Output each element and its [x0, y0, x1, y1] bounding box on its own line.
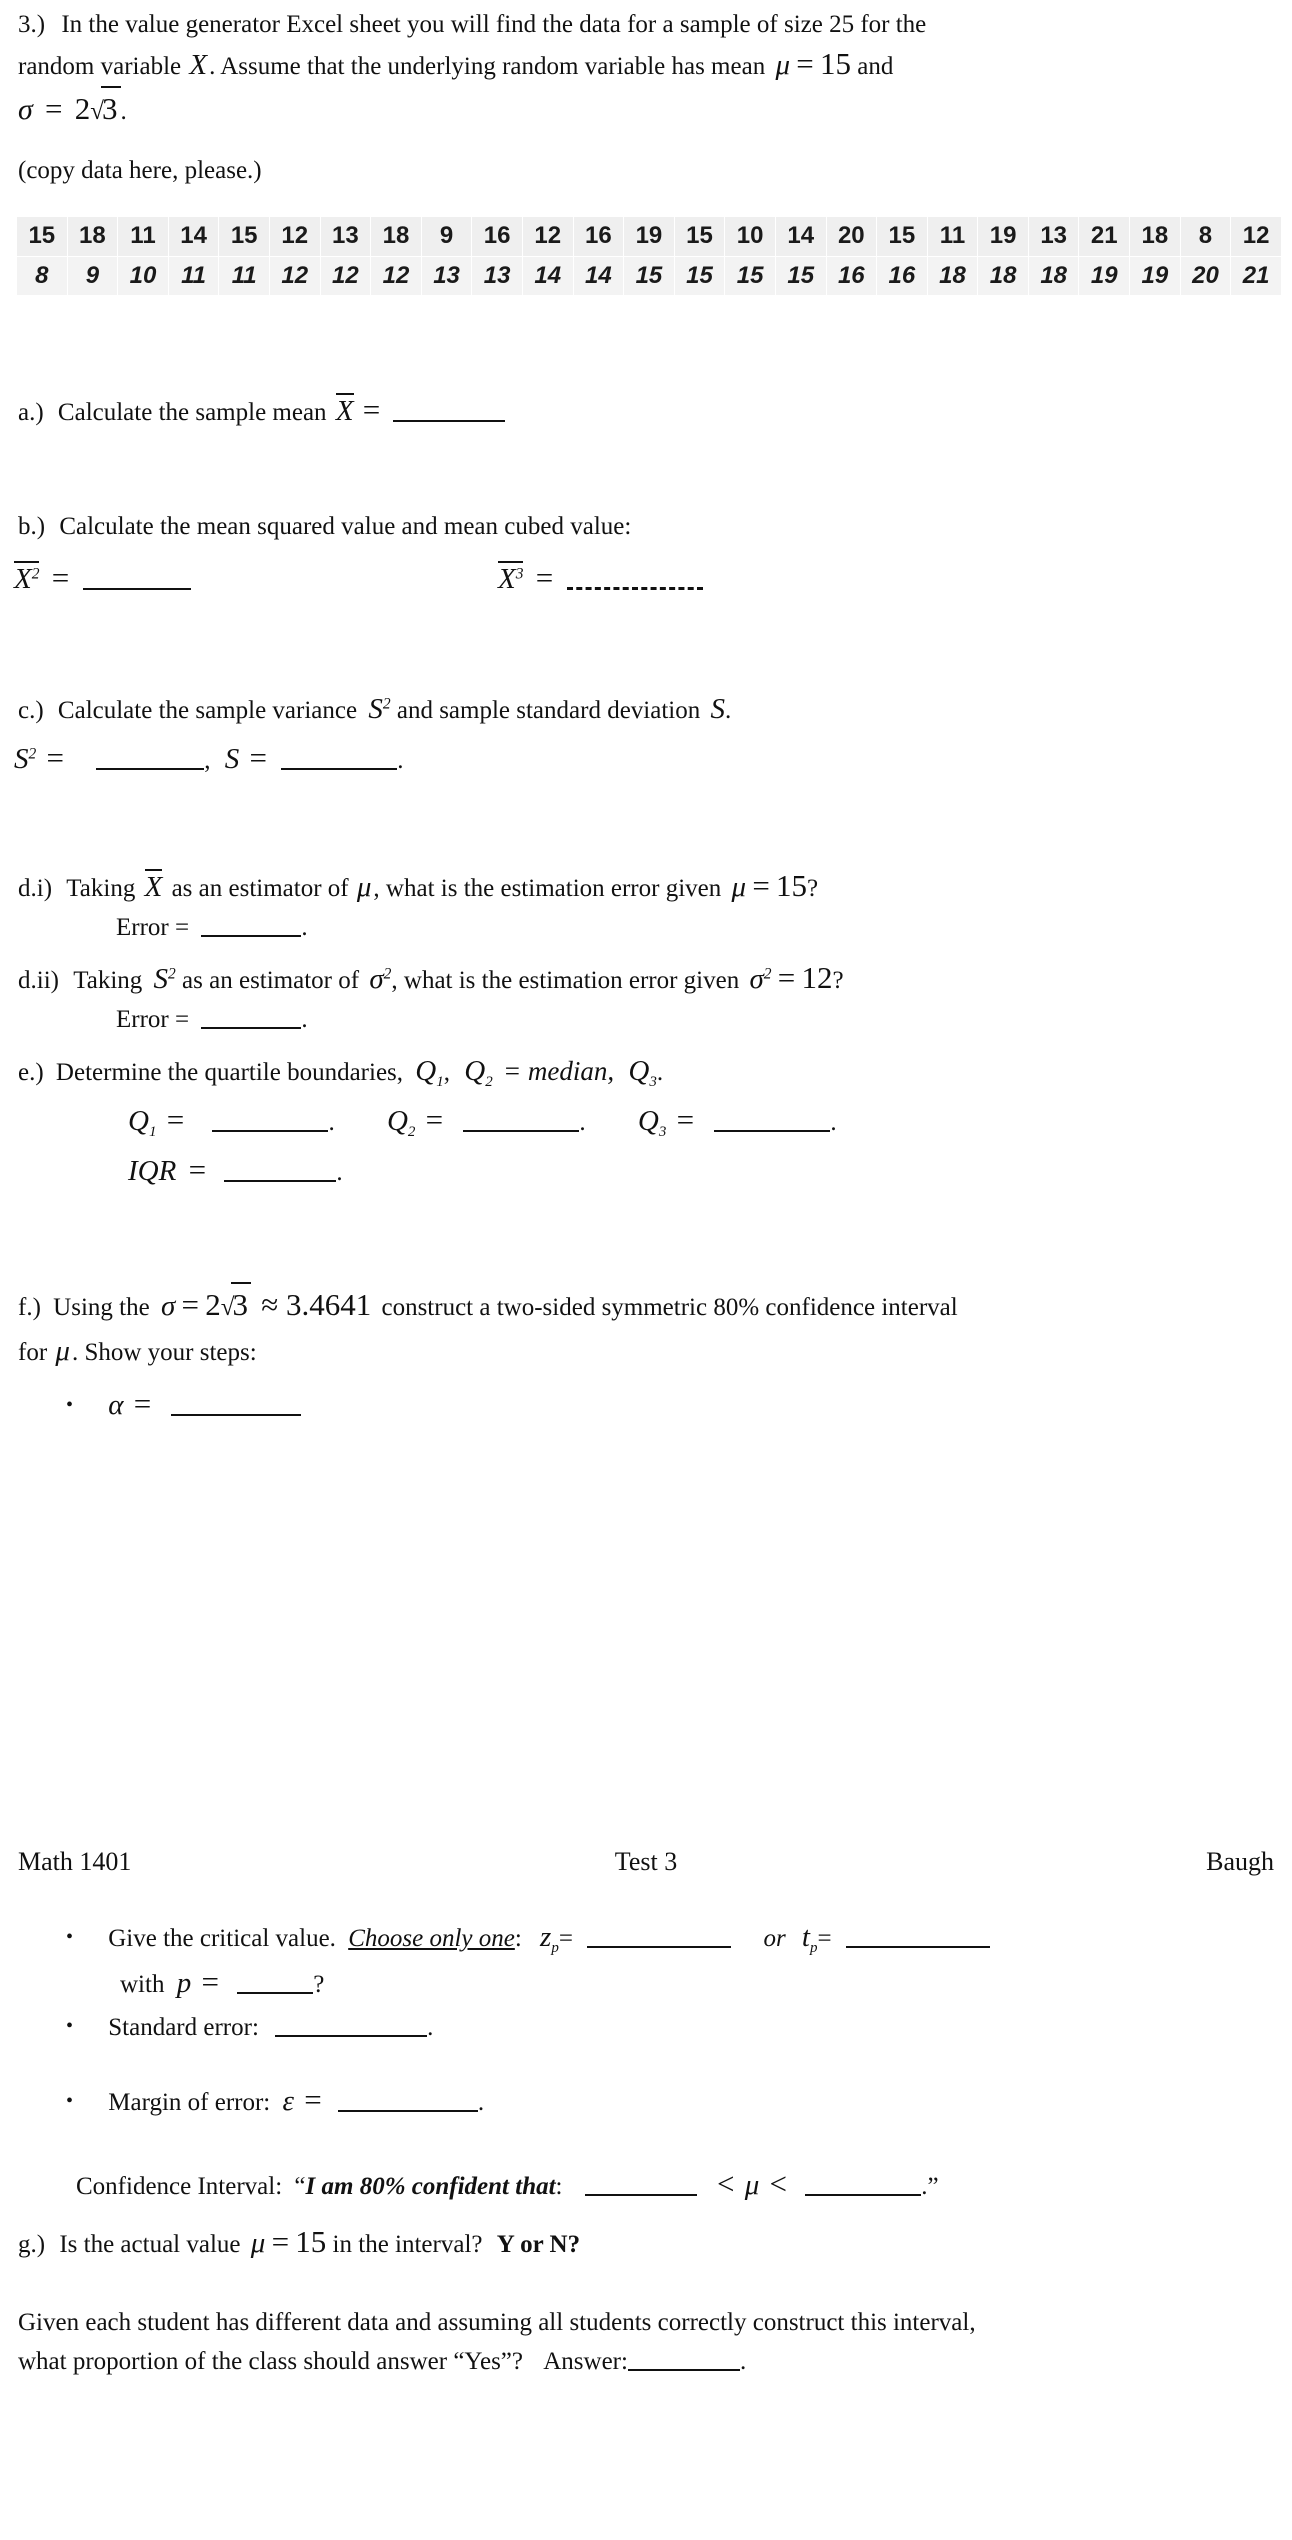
data-cell: 14 — [573, 256, 624, 296]
part-e-median-label: = median, — [502, 1056, 615, 1086]
part-di-mu2: μ — [731, 871, 747, 903]
part-dii-error-line — [116, 1002, 308, 1036]
part-c-text-a: Calculate the sample variance — [57, 697, 358, 724]
with-label: with — [120, 1971, 165, 1998]
confidence-interval-label: Confidence Interval: — [76, 2173, 283, 2200]
part-dii-sigma: σ — [369, 963, 384, 995]
part-g-mu: μ — [250, 2227, 266, 2259]
iqr-equals: = — [188, 1152, 207, 1187]
data-cell: 9 — [67, 256, 118, 296]
part-di-text-a: Taking — [66, 875, 136, 902]
part-di-text-b: as an estimator of — [171, 875, 349, 902]
variance-answer-symbol: S — [14, 743, 29, 775]
epsilon-symbol: ε — [282, 2085, 294, 2117]
part-dii — [18, 958, 1288, 999]
part-di-mu: μ — [356, 871, 372, 903]
part-f-radicand: 3 — [231, 1282, 251, 1326]
data-cell: 15 — [725, 256, 776, 296]
data-cell: 20 — [826, 217, 877, 257]
part-di-text-c: , what is the estimation error given — [373, 875, 722, 902]
part-e-iqr-line — [128, 1150, 343, 1191]
less-than-2: < — [769, 2166, 788, 2201]
q3-equals: = — [676, 1102, 695, 1137]
t-subscript: p — [809, 1940, 818, 1956]
data-cell: 13 — [472, 256, 523, 296]
sigma-equals: = — [45, 91, 63, 126]
mean-cubed-exponent: 3 — [515, 565, 524, 583]
ci-mu: μ — [744, 2169, 760, 2201]
data-cell: 11 — [219, 256, 270, 296]
sd-answer-symbol: S — [224, 743, 240, 775]
data-cell: 19 — [1130, 256, 1181, 296]
part-e-q2: Q — [464, 1055, 486, 1087]
closing-answer-label: Answer: — [543, 2348, 628, 2375]
data-grid — [16, 216, 1282, 296]
mu-value: 15 — [820, 46, 851, 81]
part-a — [18, 390, 505, 431]
part-f-line2 — [18, 1332, 257, 1370]
part-c-text-c: . — [724, 697, 732, 724]
margin-of-error-label: Margin of error: — [108, 2089, 271, 2116]
data-cell: 18 — [371, 217, 422, 257]
part-dii-error-period: . — [301, 1006, 308, 1033]
data-cell: 12 — [1231, 217, 1282, 257]
epsilon-equals: = — [304, 2082, 322, 2117]
part-b-equals-3: = — [535, 560, 554, 595]
data-cell: 19 — [624, 217, 675, 257]
part-di-error-label: Error = — [116, 914, 190, 941]
part-c-variance-blank[interactable] — [96, 743, 204, 770]
p-equals: = — [201, 1964, 219, 1999]
data-cell: 21 — [1231, 256, 1282, 296]
or-label: or — [763, 1925, 786, 1952]
variance-equals: = — [46, 740, 64, 775]
part-dii-s-exponent: 2 — [168, 965, 176, 983]
data-cell: 14 — [522, 256, 573, 296]
problem-intro-line2 — [18, 44, 1288, 85]
alpha-blank[interactable] — [171, 1389, 301, 1416]
q3-period: . — [830, 1109, 837, 1136]
margin-of-error-period: . — [477, 2089, 485, 2116]
sigma-coefficient: 2 — [74, 91, 91, 126]
data-cell: 11 — [927, 217, 978, 257]
part-dii-value: 12 — [801, 960, 833, 995]
copy-data-note — [18, 154, 262, 187]
data-cell: 9 — [421, 217, 472, 257]
q3-symbol: Q — [637, 1105, 659, 1137]
closing-answer-blank[interactable] — [628, 2344, 740, 2371]
p-question-mark: ? — [313, 1971, 325, 1998]
part-g-equals: = — [271, 2224, 290, 2259]
q2-symbol: Q — [386, 1105, 408, 1137]
ci-upper-blank[interactable] — [805, 2169, 921, 2196]
part-dii-text-c: , what is the estimation error given — [391, 967, 740, 994]
data-cell: 11 — [118, 217, 169, 257]
copy-data-note-text: (copy data here, please.) — [18, 157, 262, 184]
critical-value-p-line — [120, 1962, 324, 2003]
part-e-q3: Q — [628, 1055, 650, 1087]
part-e-q2-sub: 2 — [485, 1074, 493, 1090]
data-cell: 18 — [978, 256, 1029, 296]
quote-open: “ — [294, 2173, 306, 2200]
problem-intro — [18, 8, 1278, 41]
equals-sign: = — [796, 46, 814, 81]
bullet-icon: • — [66, 1926, 74, 1948]
data-cell: 21 — [1079, 217, 1130, 257]
data-cell: 18 — [1028, 256, 1079, 296]
data-cell: 14 — [168, 217, 219, 257]
closing-text-line2: what proportion of the class should answer “Yes”? — [18, 2348, 523, 2375]
part-f-sigma: σ — [160, 1290, 176, 1322]
data-cell: 15 — [877, 217, 928, 257]
part-f-radical — [205, 1282, 251, 1326]
data-cell: 16 — [472, 217, 523, 257]
part-dii-error-blank[interactable] — [201, 1002, 301, 1029]
q2-subscript: 2 — [407, 1124, 416, 1140]
part-dii-equals: = — [777, 960, 796, 995]
part-f-mu: μ — [55, 1335, 70, 1367]
standard-error-period: . — [427, 2014, 434, 2041]
data-cell: 13 — [320, 217, 371, 257]
ci-lower-blank[interactable] — [585, 2169, 697, 2196]
ci-close-quote: .” — [921, 2173, 939, 2200]
part-dii-text-a: Taking — [73, 967, 143, 994]
part-dii-question-mark: ? — [832, 967, 844, 994]
iqr-symbol: IQR — [128, 1155, 177, 1187]
z-subscript: p — [551, 1940, 559, 1956]
z-symbol: z — [540, 1921, 552, 1953]
standard-error-blank[interactable] — [275, 2010, 427, 2037]
part-e-q1: Q — [415, 1055, 437, 1087]
part-g-value: 15 — [295, 2224, 327, 2259]
problem-intro-line1: In the value generator Excel sheet you will find the data for a sample of size 25 for the — [61, 11, 927, 38]
part-g — [18, 2222, 1288, 2263]
q2-equals: = — [425, 1102, 444, 1137]
part-f-alpha-line — [66, 1384, 301, 1425]
data-cell: 13 — [421, 256, 472, 296]
data-cell: 8 — [1180, 217, 1231, 257]
part-b-x3-blank[interactable] — [567, 562, 703, 590]
running-header-instructor: Baugh — [1206, 1847, 1274, 1876]
q1-equals: = — [166, 1102, 185, 1137]
part-g-label: g.) — [18, 2231, 46, 2258]
data-cell: 15 — [624, 256, 675, 296]
part-c-text-b: and sample standard deviation — [396, 697, 701, 724]
part-g-text-b: in the interval? — [332, 2231, 483, 2258]
part-di-equals: = — [752, 868, 770, 903]
standard-error-label: Standard error: — [108, 2014, 259, 2041]
part-di-mu-value: 15 — [776, 868, 808, 903]
p-symbol: p — [176, 1967, 192, 1999]
part-c-comma: , — [204, 747, 211, 774]
q1-subscript: 1 — [148, 1124, 157, 1140]
part-e-quartile-line — [128, 1100, 837, 1143]
sample-mean-symbol: X — [335, 395, 354, 427]
bullet-icon: • — [66, 2090, 74, 2112]
data-cell: 15 — [17, 217, 68, 257]
part-dii-label: d.ii) — [18, 967, 59, 994]
mean-cubed-var: X — [498, 563, 516, 595]
part-b-text: Calculate the mean squared value and mean cubed value: — [59, 513, 632, 540]
part-e-q3-sub: 3 — [649, 1074, 657, 1090]
part-dii-text-b: as an estimator of — [182, 967, 360, 994]
part-a-label: a.) — [18, 399, 44, 426]
part-dii-sigma-exponent: 2 — [383, 965, 392, 983]
data-cell: 15 — [674, 256, 725, 296]
q3-blank[interactable] — [714, 1105, 830, 1132]
data-cell: 13 — [1028, 217, 1079, 257]
iqr-period: . — [336, 1159, 343, 1186]
part-e — [18, 1052, 1288, 1093]
mean-squared-exponent: 2 — [31, 565, 40, 583]
choose-only-one-label: Choose only one — [348, 1925, 515, 1952]
data-cell: 11 — [168, 256, 219, 296]
mean-squared-var: X — [14, 563, 32, 595]
part-f-text-a: Using the — [53, 1294, 150, 1321]
t-symbol: t — [801, 1921, 810, 1953]
table-row-raw — [17, 217, 1282, 257]
part-f-equals: = — [181, 1287, 199, 1322]
alpha-equals: = — [133, 1386, 152, 1421]
critical-value-text: Give the critical value. — [108, 1925, 336, 1952]
part-e-label: e.) — [18, 1059, 44, 1086]
part-dii-sigma2: σ — [749, 963, 764, 995]
part-a-equals: = — [362, 392, 381, 427]
intro-text-b: . Assume that the underlying random variable has mean — [209, 53, 766, 80]
part-e-period: . — [656, 1059, 664, 1086]
confidence-statement: I am 80% confident that — [305, 2173, 556, 2200]
part-f-text-d: . Show your steps: — [71, 1339, 257, 1366]
part-e-text: Determine the quartile boundaries, — [55, 1059, 404, 1086]
sample-variance-symbol: S — [368, 693, 383, 725]
part-di-question-mark: ? — [807, 875, 819, 902]
part-dii-sigma2-exponent: 2 — [763, 965, 772, 983]
q1-blank[interactable] — [212, 1105, 328, 1132]
bullet-icon: • — [66, 1394, 74, 1416]
confidence-interval-line — [76, 2164, 1286, 2205]
sigma-definition — [18, 86, 127, 130]
part-f-label: f.) — [18, 1294, 41, 1321]
part-f-approx-value: ≈ 3.4641 — [261, 1287, 372, 1322]
p-value-blank[interactable] — [237, 1967, 313, 1994]
part-dii-error-label: Error = — [116, 1006, 190, 1033]
data-cell: 18 — [1130, 217, 1181, 257]
data-cell: 16 — [877, 256, 928, 296]
mu-symbol: μ — [775, 49, 791, 81]
data-cell: 12 — [269, 217, 320, 257]
part-g-closing-line2 — [18, 2344, 1288, 2378]
part-b-x2-line — [14, 558, 191, 599]
margin-of-error-bullet — [66, 2080, 484, 2121]
data-cell: 8 — [17, 256, 68, 296]
data-cell: 15 — [674, 217, 725, 257]
part-di — [18, 866, 1288, 907]
data-cell: 18 — [927, 256, 978, 296]
part-f-coefficient: 2 — [205, 1287, 221, 1322]
part-b-label: b.) — [18, 513, 46, 540]
confidence-colon: : — [555, 2173, 563, 2200]
q2-blank[interactable] — [463, 1105, 579, 1132]
part-c-sd-blank[interactable] — [281, 743, 397, 770]
sample-data-table — [16, 216, 1284, 296]
data-cell: 14 — [775, 217, 826, 257]
q2-period: . — [579, 1109, 586, 1136]
alpha-symbol: α — [108, 1389, 124, 1421]
less-than-1: < — [717, 2166, 735, 2201]
z-critical-blank[interactable] — [587, 1921, 731, 1948]
z-equals: = — [558, 1925, 573, 1952]
variance-answer-exponent: 2 — [28, 745, 37, 763]
data-cell: 12 — [269, 256, 320, 296]
iqr-blank[interactable] — [224, 1155, 336, 1182]
part-e-q1-sub: 1 — [436, 1074, 444, 1090]
part-di-error-line — [116, 910, 308, 944]
bullet-icon: • — [66, 2015, 74, 2037]
part-di-error-blank[interactable] — [201, 910, 301, 937]
running-header-test: Test 3 — [614, 1847, 678, 1876]
sigma-period: . — [120, 98, 127, 125]
data-cell: 15 — [775, 256, 826, 296]
standard-error-bullet — [66, 2010, 433, 2044]
data-cell: 12 — [371, 256, 422, 296]
q1-period: . — [328, 1109, 335, 1136]
q1-symbol: Q — [128, 1105, 149, 1137]
data-cell: 15 — [219, 217, 270, 257]
part-f-radical-sign: √ — [220, 1294, 235, 1321]
sample-sd-symbol: S — [710, 693, 725, 725]
part-b — [18, 510, 631, 543]
part-di-xbar: X — [144, 871, 163, 903]
data-cell: 19 — [978, 217, 1029, 257]
data-cell: 12 — [522, 217, 573, 257]
part-g-text-a: Is the actual value — [59, 2231, 241, 2258]
sample-variance-exponent: 2 — [382, 695, 391, 713]
closing-text-line1: Given each student has different data and assuming all students correctly construct this interval, — [18, 2309, 976, 2336]
part-g-yes-no: Y or N? — [496, 2231, 581, 2258]
data-cell: 19 — [1079, 256, 1130, 296]
part-f-line1 — [18, 1282, 1292, 1326]
part-di-error-period: . — [301, 914, 308, 941]
margin-of-error-blank[interactable] — [338, 2085, 478, 2112]
part-g-closing-line1 — [18, 2306, 1288, 2339]
intro-text-c: and — [857, 53, 894, 80]
part-b-x3-line — [498, 558, 703, 599]
sigma-symbol: σ — [18, 93, 33, 126]
part-di-label: d.i) — [18, 875, 53, 902]
part-a-text: Calculate the sample mean — [57, 399, 327, 426]
problem-number: 3.) — [18, 11, 46, 38]
part-c — [18, 690, 731, 728]
sigma-radical — [75, 86, 121, 130]
running-header-course: Math 1401 — [18, 1847, 132, 1876]
part-c-answer-line — [14, 738, 403, 779]
table-row-sorted — [17, 256, 1282, 296]
data-cell: 12 — [320, 256, 371, 296]
part-b-equals-2: = — [51, 560, 70, 595]
t-equals: = — [817, 1925, 832, 1952]
part-c-period: . — [397, 747, 404, 774]
data-cell: 10 — [118, 256, 169, 296]
t-critical-blank[interactable] — [846, 1921, 990, 1948]
radical-sign: √ — [90, 98, 105, 125]
sigma-radicand: 3 — [101, 86, 121, 130]
sd-equals: = — [249, 740, 267, 775]
part-b-x2-blank[interactable] — [83, 563, 191, 590]
part-a-blank[interactable] — [393, 395, 505, 422]
part-c-label: c.) — [18, 697, 44, 724]
mean-squared-symbol — [14, 561, 39, 594]
closing-period: . — [739, 2348, 747, 2375]
part-f-text-c: for — [18, 1339, 48, 1366]
data-cell: 20 — [1180, 256, 1231, 296]
q3-subscript: 3 — [658, 1124, 667, 1140]
part-e-comma1: , — [443, 1059, 450, 1086]
data-cell: 10 — [725, 217, 776, 257]
part-dii-s: S — [153, 963, 169, 995]
critical-value-bullet — [66, 1918, 1286, 1959]
mean-cubed-symbol — [498, 561, 523, 594]
data-cell: 16 — [826, 256, 877, 296]
intro-text-a: random variable — [18, 53, 182, 80]
data-cell: 16 — [573, 217, 624, 257]
part-f-text-b: construct a two-sided symmetric 80% confidence interval — [381, 1294, 958, 1321]
critical-value-colon: : — [514, 1925, 522, 1952]
random-variable-X: X — [189, 49, 208, 81]
data-cell: 18 — [67, 217, 118, 257]
